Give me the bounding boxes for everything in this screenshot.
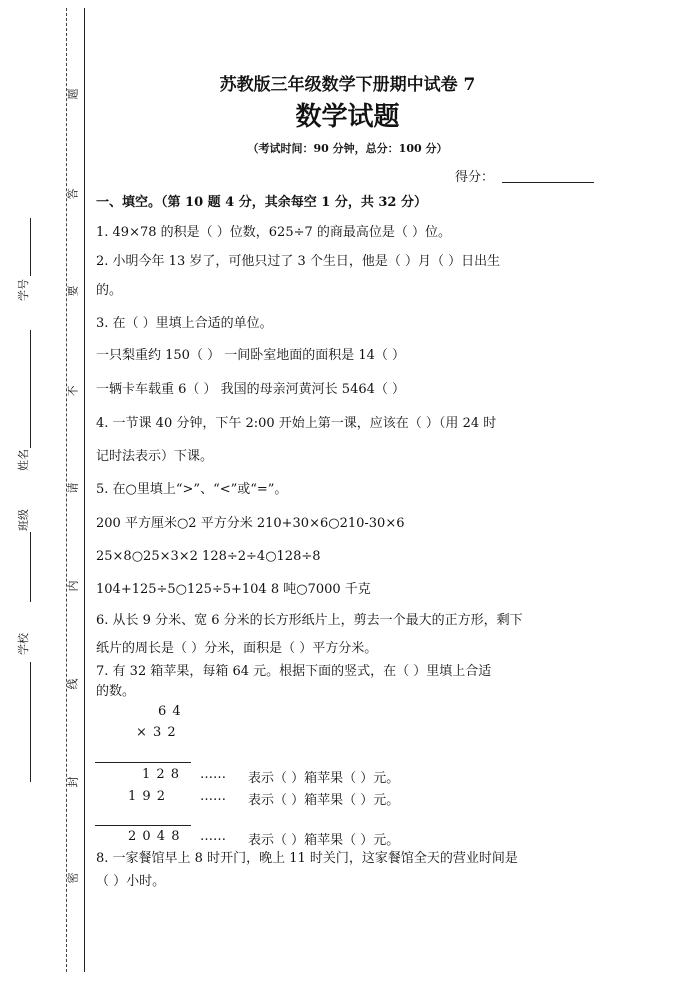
- calc-dots: ……: [200, 829, 226, 844]
- question-line: 3. 在（ ）里填上合适的单位。: [96, 316, 273, 331]
- question-line: 7. 有 32 箱苹果，每箱 64 元。根据下面的竖式，在（ ）里填上合适: [96, 664, 492, 679]
- question-line: 记时法表示）下课。: [96, 449, 214, 464]
- binding-char: 题: [66, 88, 80, 100]
- school-label: 学校: [17, 633, 30, 655]
- score-blank[interactable]: [502, 182, 594, 183]
- question-line: 4. 一节课 40 分钟，下午 2:00 开始上第一课，应该在（ ）（用 24 时: [96, 416, 497, 431]
- question-line: 1. 49×78 的积是（ ）位数，625÷7 的商最高位是（ ）位。: [96, 225, 452, 240]
- calc-explain-3: 表示（ ）箱苹果（ ）元。: [248, 833, 400, 848]
- name-label: 姓名: [17, 449, 30, 471]
- subject-title: 数学试题: [295, 102, 400, 132]
- student-no-label: 学号: [17, 279, 30, 301]
- exam-title: 苏教版三年级数学下册期中试卷 7: [219, 75, 476, 95]
- calc-rule-2: [95, 825, 191, 826]
- question-line: 104+125÷5○125÷5+104 8 吨○7000 千克: [96, 582, 371, 597]
- calc-dots: ……: [200, 767, 226, 782]
- binding-char: 封: [66, 776, 80, 788]
- binding-char: 不: [66, 385, 80, 397]
- school-blank[interactable]: [30, 662, 31, 782]
- calc-partial-2: 1 9 2: [128, 789, 167, 804]
- binding-char: 答: [66, 188, 80, 200]
- binding-char: 内: [66, 580, 80, 592]
- calc-multiplier: × 3 2: [136, 725, 177, 740]
- calc-explain-2: 表示（ ）箱苹果（ ）元。: [248, 793, 400, 808]
- calc-total: 2 0 4 8: [128, 829, 181, 844]
- class-label: 班级: [17, 509, 30, 531]
- question-line: 的数。: [96, 684, 136, 699]
- question-line: 25×8○25×3×2 128÷2÷4○128÷8: [96, 549, 321, 564]
- binding-char: 请: [66, 482, 80, 494]
- question-line: 一只梨重约 150（ ） 一间卧室地面的面积是 14（ ）: [96, 348, 406, 363]
- binding-char: 线: [66, 678, 80, 690]
- exam-info: （考试时间：90 分钟，总分：100 分）: [247, 142, 448, 155]
- question-line: 一辆卡车载重 6（ ） 我国的母亲河黄河长 5464（ ）: [96, 382, 406, 397]
- question-line: 8. 一家餐馆早上 8 时开门，晚上 11 时关门，这家餐馆全天的营业时间是: [96, 851, 518, 866]
- question-line: 纸片的周长是（ ）分米，面积是（ ）平方分米。: [96, 641, 378, 656]
- question-line: 5. 在○里填上“>”、“<”或“=”。: [96, 482, 288, 497]
- calc-multiplicand: 6 4: [158, 704, 182, 719]
- question-line: （ ）小时。: [96, 874, 166, 889]
- student-no-blank[interactable]: [30, 218, 31, 276]
- calc-partial-1: 1 2 8: [142, 767, 181, 782]
- calc-rule-1: [95, 762, 191, 763]
- binding-char: 密: [66, 872, 80, 884]
- question-line: 6. 从长 9 分米、宽 6 分米的长方形纸片上，剪去一个最大的正方形，剩下: [96, 613, 523, 628]
- question-line: 200 平方厘米○2 平方分米 210+30×6○210-30×6: [96, 516, 405, 531]
- name-blank[interactable]: [30, 330, 31, 448]
- class-blank[interactable]: [30, 532, 31, 602]
- binding-char: 要: [66, 285, 80, 297]
- question-line: 2. 小明今年 13 岁了，可他只过了 3 个生日，他是（ ）月（ ）日出生: [96, 254, 501, 269]
- section-heading: 一、填空。（第 10 题 4 分，其余每空 1 分，共 32 分）: [96, 195, 427, 210]
- calc-explain-1: 表示（ ）箱苹果（ ）元。: [248, 771, 400, 786]
- calc-dots: ……: [200, 789, 226, 804]
- question-line: 的。: [96, 283, 123, 298]
- score-label: 得分：: [455, 170, 495, 185]
